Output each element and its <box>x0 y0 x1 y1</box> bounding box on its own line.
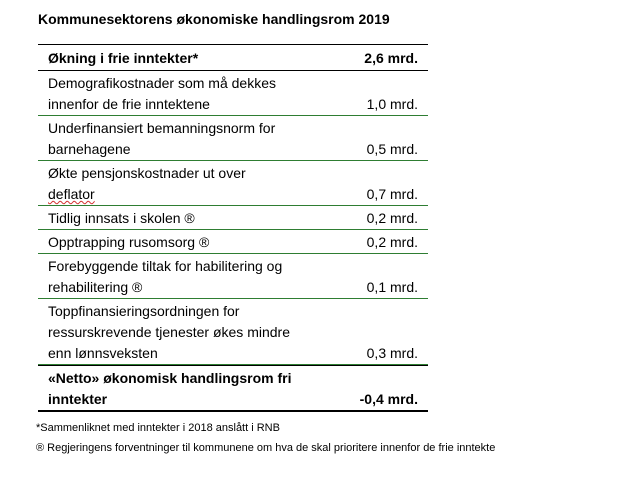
table-row <box>38 206 428 230</box>
table-row <box>38 161 428 206</box>
row-value: 0,3 mrd. <box>366 345 418 361</box>
row-label <box>48 163 367 205</box>
row-label-line: enn lønnsveksten <box>48 345 158 361</box>
row-label-line: Opptrapping rusomsorg ® <box>48 234 210 250</box>
row-label-line: rehabilitering ® <box>48 279 143 295</box>
row-value: 0,1 mrd. <box>366 279 418 295</box>
row-label-line: deflator <box>48 186 95 202</box>
row-label-line: Forebyggende tiltak for habilitering og <box>48 258 283 274</box>
table-footer-row <box>38 365 428 412</box>
table-row <box>38 230 428 254</box>
row-value: 0,2 mrd. <box>366 234 418 250</box>
row-label <box>48 73 367 115</box>
budget-table <box>38 44 428 412</box>
footer-label-line: inntekter <box>48 391 108 407</box>
table-row <box>38 299 428 365</box>
row-value: 1,0 mrd. <box>366 96 418 112</box>
row-label-line: ressurskrevende tjenester økes mindre <box>48 324 290 340</box>
row-label <box>48 232 367 253</box>
row-label-line: innenfor de frie inntektene <box>48 96 210 112</box>
row-value: 0,7 mrd. <box>366 186 418 202</box>
table-header-row <box>38 45 428 71</box>
header-value: 2,6 mrd. <box>364 50 418 66</box>
row-label-line: Tidlig innsats i skolen ® <box>48 210 195 226</box>
row-label-line: Demografikostnader som må dekkes <box>48 75 276 91</box>
footnote-comparison: *Sammenliknet med inntekter i 2018 anslått i RNB <box>36 422 280 434</box>
footnotes <box>36 418 495 458</box>
row-label <box>48 208 367 229</box>
footer-label <box>48 368 360 410</box>
table-row <box>38 254 428 299</box>
row-label <box>48 256 367 298</box>
row-value: 0,5 mrd. <box>366 141 418 157</box>
table-title: Kommunesektorens økonomiske handlingsrom 2019 <box>38 11 390 27</box>
row-label <box>48 118 367 160</box>
row-label-line: Økte pensjonskostnader ut over <box>48 165 246 181</box>
header-label: Økning i frie inntekter* <box>48 50 199 66</box>
row-label-line: Toppfinansieringsordningen for <box>48 303 240 319</box>
table-row <box>38 71 428 116</box>
row-label-line: barnehagene <box>48 141 131 157</box>
footnote-expectations: ® Regjeringens forventninger til kommunene om hva de skal prioritere innenfor de frie inntekte <box>36 442 496 454</box>
table-row <box>38 116 428 161</box>
row-label <box>48 301 367 364</box>
footer-value: -0,4 mrd. <box>359 391 418 407</box>
row-label-line: Underfinansiert bemanningsnorm for <box>48 120 276 136</box>
row-value: 0,2 mrd. <box>366 210 418 226</box>
footer-label-line: «Netto» økonomisk handlingsrom fri <box>48 370 292 386</box>
